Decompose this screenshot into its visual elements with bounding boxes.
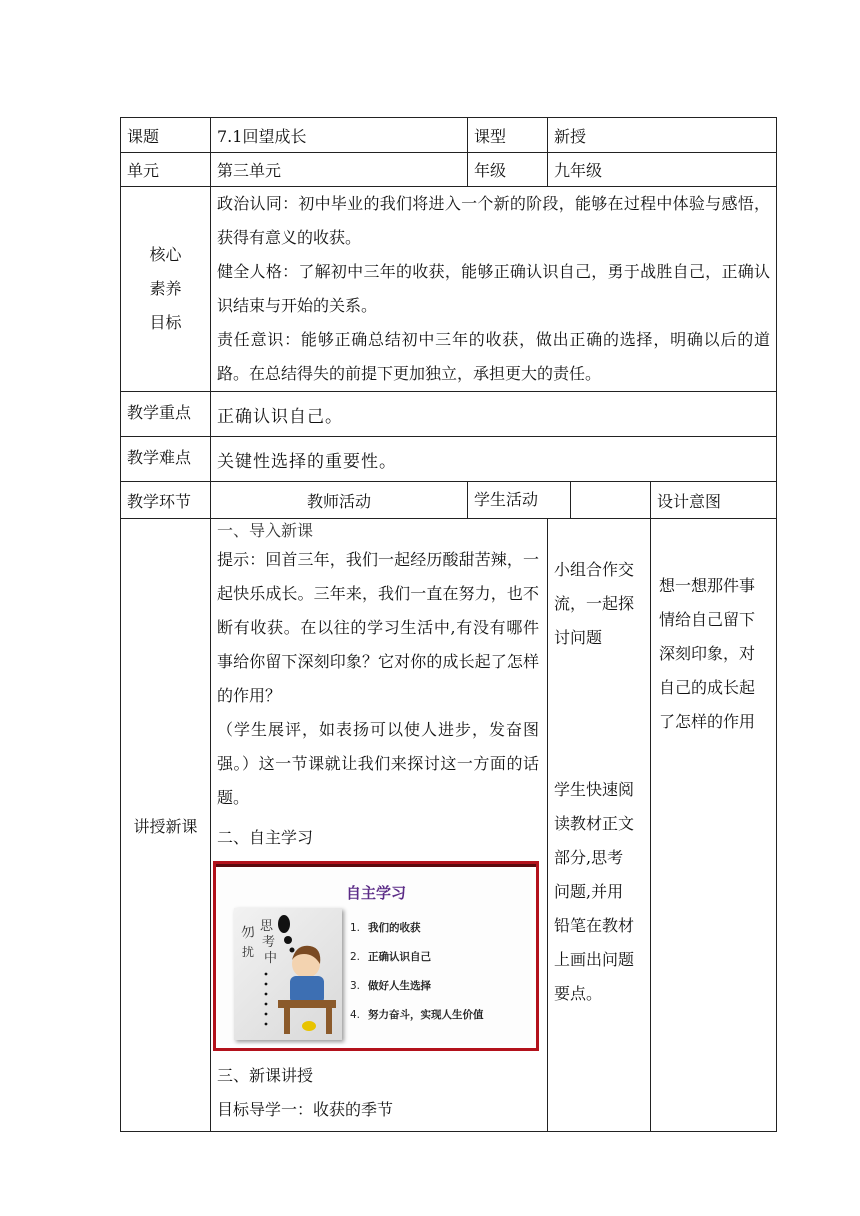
list-item xyxy=(350,920,484,949)
col-student-label: 学生活动 xyxy=(468,482,571,518)
student-activity-read: 学生快速阅读教材正文部分,思考问题,并用铅笔在教材上画出问题要点。 xyxy=(554,780,635,1003)
lesson-plan-table xyxy=(120,117,777,1132)
col-section-header: 教学环节 xyxy=(121,482,211,519)
core-label-line-2: 素养 xyxy=(149,279,182,298)
list-item xyxy=(350,949,484,978)
unit-label: 单元 xyxy=(121,153,211,187)
self-study-slide xyxy=(213,861,539,1051)
item-number: 4. xyxy=(350,1009,361,1021)
item-number: 2. xyxy=(350,951,361,963)
student-activity-discuss: 小组合作交流，一起探讨问题 xyxy=(554,560,635,647)
list-item xyxy=(350,978,484,1007)
intro-heading: 一、导入新课 xyxy=(217,521,314,540)
key-point-value: 正确认识自己。 xyxy=(211,392,777,437)
intro-note: （学生展评，如表扬可以使人进步，发奋图强。）这一节课就让我们来探讨这一方面的话题。 xyxy=(217,720,539,807)
row-lesson-body xyxy=(121,519,777,1132)
slide-outline-list xyxy=(350,920,484,1036)
item-text: 正确认识自己 xyxy=(368,951,431,963)
goal-responsibility: 责任意识：能够正确总结初中三年的收获，做出正确的选择，明确以后的道路。在总结得失的前提下更加独立，承担更大的责任。 xyxy=(217,330,771,383)
section-label: 讲授新课 xyxy=(121,519,211,1132)
core-goals xyxy=(211,187,777,392)
topic-label: 课题 xyxy=(121,118,211,153)
design-intent-text: 想一想那件事情给自己留下深刻印象，对自己的成长起了怎样的作用 xyxy=(659,576,756,731)
goal-one-heading: 目标导学一：收获的季节 xyxy=(217,1100,394,1119)
thinking-student-illustration xyxy=(234,908,342,1040)
slide-title: 自主学习 xyxy=(345,884,406,902)
svg-text:中: 中 xyxy=(264,951,278,966)
list-item xyxy=(350,1007,484,1036)
svg-text:扰: 扰 xyxy=(242,945,255,959)
goal-political: 政治认同：初中毕业的我们将进入一个新的阶段，能够在过程中体验与感悟，获得有意义的收获。 xyxy=(217,194,771,247)
topic-value: 7.1回望成长 xyxy=(211,118,468,153)
row-difficulty xyxy=(121,437,777,482)
svg-text:勿: 勿 xyxy=(239,923,257,942)
item-number: 1. xyxy=(350,922,361,934)
student-activity xyxy=(548,519,651,1132)
row-key-point xyxy=(121,392,777,437)
row-column-headers xyxy=(121,482,777,519)
item-text: 我们的收获 xyxy=(368,922,421,934)
row-core-goals xyxy=(121,187,777,392)
thinking-boy-icon xyxy=(234,908,342,1040)
item-text: 努力奋斗，实现人生价值 xyxy=(368,1009,484,1021)
grade-value: 九年级 xyxy=(548,153,777,187)
design-intent xyxy=(651,519,777,1132)
col-student-header xyxy=(468,482,651,519)
type-label: 课型 xyxy=(468,118,548,153)
col-design-header: 设计意图 xyxy=(651,482,777,519)
self-study-heading: 二、自主学习 xyxy=(217,828,314,847)
new-lesson-heading: 三、新课讲授 xyxy=(217,1066,314,1085)
teacher-activity xyxy=(211,519,548,1132)
svg-text:思: 思 xyxy=(260,919,274,934)
svg-text:考: 考 xyxy=(262,935,276,950)
col-teacher-header: 教师活动 xyxy=(211,482,468,519)
grade-label: 年级 xyxy=(468,153,548,187)
intro-prompt: 提示：回首三年，我们一起经历酸甜苦辣，一起快乐成长。三年来，我们一直在努力，也不断有收获。在以往的学习生活中,有没有哪件事给你留下深刻印象？它对你的成长起了怎样的作用？ xyxy=(217,550,539,705)
goal-personality: 健全人格：了解初中三年的收获，能够正确认识自己，勇于战胜自己，正确认识结束与开始的关系。 xyxy=(217,262,771,315)
row-unit xyxy=(121,153,777,187)
difficulty-value: 关键性选择的重要性。 xyxy=(211,437,777,482)
core-label-line-1: 核心 xyxy=(149,245,182,264)
difficulty-label: 教学难点 xyxy=(121,437,211,482)
unit-value: 第三单元 xyxy=(211,153,468,187)
key-point-label: 教学重点 xyxy=(121,392,211,437)
core-label xyxy=(121,187,211,392)
row-topic xyxy=(121,118,777,153)
item-text: 做好人生选择 xyxy=(368,980,431,992)
core-label-line-3: 目标 xyxy=(149,313,182,332)
type-value: 新授 xyxy=(548,118,777,153)
item-number: 3. xyxy=(350,980,361,992)
